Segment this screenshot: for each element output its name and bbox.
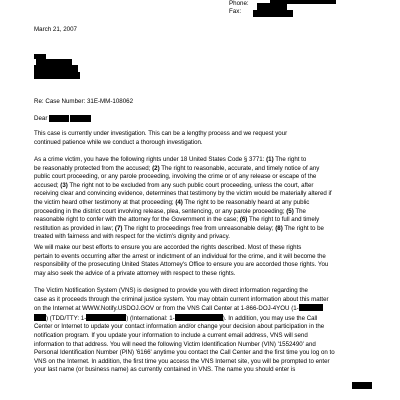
paragraph-investigation: This case is currently under investigation. This can be a lengthy process and we request your continued patience while we conduct a thorough investigation. <box>34 130 288 146</box>
redacted-tdd-number <box>86 314 126 321</box>
case-reference: Re: Case Number: 31E-MM-108062 <box>34 98 134 105</box>
fax-label: Fax: <box>229 8 242 15</box>
redacted-international-number <box>175 314 223 321</box>
vns-contact-line: ) (TDD/TTY: 1- ) (International: 1- ). In addition, you may use the Call <box>34 314 372 324</box>
redacted-salutation-name <box>49 115 69 122</box>
redacted-salutation-name <box>70 115 91 122</box>
paragraph-best-efforts: We will make our best efforts to ensure you are accorded the rights described. Most of these rights pertain to events occurring after the arrest or indictment of an individual for the crime, and it will become the responsibility of the prosecuting United States Attorney's Office to ensure you are accorded those rights. You may also seek the advice of a private attorney with respect to these rights. <box>34 244 329 277</box>
vns-name-line: your last name (or business name) as currently contained in VNS. The name you should enter is <box>34 366 296 374</box>
redacted-recipient-line <box>34 65 78 72</box>
paragraph-vns: The Victim Notification System (VNS) is designed to provide you with direct information regarding the case as it proceeds through the criminal justice system. You may obtain current information about this matter on the Internet at WWW.Notify.USDOJ.GOV or from the VNS Call Center at 1-866-DOJ-4YOU (1- ) (TDD/TTY: 1- ) (International: 1- ). In addition, you may use the Call Center or Internet to update your contact information and/or change your decision about participation in the notification program. If you update your information to include a current email address, VNS will send information to that address. You will need the following Victim Identification Number (VIN) '1552490' and Personal Identification Number (PIN) '6166' anytime you contact the Call Center and the first time you log on to VNS on the Internet. In addition, the first time you access the VNS Internet site, you will be prompted to enter your last name (or business name) as currently contained in VNS. The name you should enter is <box>34 287 372 375</box>
letter-date: March 21, 2007 <box>34 26 77 33</box>
redacted-vns-name <box>352 382 372 389</box>
redacted-fax <box>253 10 293 17</box>
phone-label: Phone: <box>229 0 249 7</box>
redacted-phone <box>257 3 287 10</box>
salutation: Dear <box>34 115 48 122</box>
redacted-phone-number <box>299 304 323 311</box>
paragraph-victim-rights: As a crime victim, you have the following rights under 18 United States Code § 3771: (1) The right to be reasonably protected from the accused; (2) The right to reasonable, accurate, and timely notice of any public court proceeding, or any parole proceeding, involving the crime or of any release or escape of the accused; (3) The right not to be excluded from any such public court proceeding, unless the court, after receiving clear and convincing evidence, determines that testimony by the victim would be materially altered if the victim heard other testimony at that proceeding; (4) The right to be reasonably heard at any public proceeding in the district court involving release, plea, sentencing, or any parole proceeding; (5) The reasonable right to confer with the attorney for the Government in the case; (6) The right to full and timely restitution as provided in law; (7) The right to proceedings free from unreasonable delay; (8) The right to be treated with fairness and with respect for the victim's dignity and privacy. <box>34 156 332 241</box>
vns-call-center-line: on the Internet at WWW.Notify.USDOJ.GOV or from the VNS Call Center at 1-866-DOJ-4YOU (1- <box>34 304 372 314</box>
redacted-phone-number <box>34 314 46 321</box>
redacted-recipient-line <box>34 72 80 79</box>
